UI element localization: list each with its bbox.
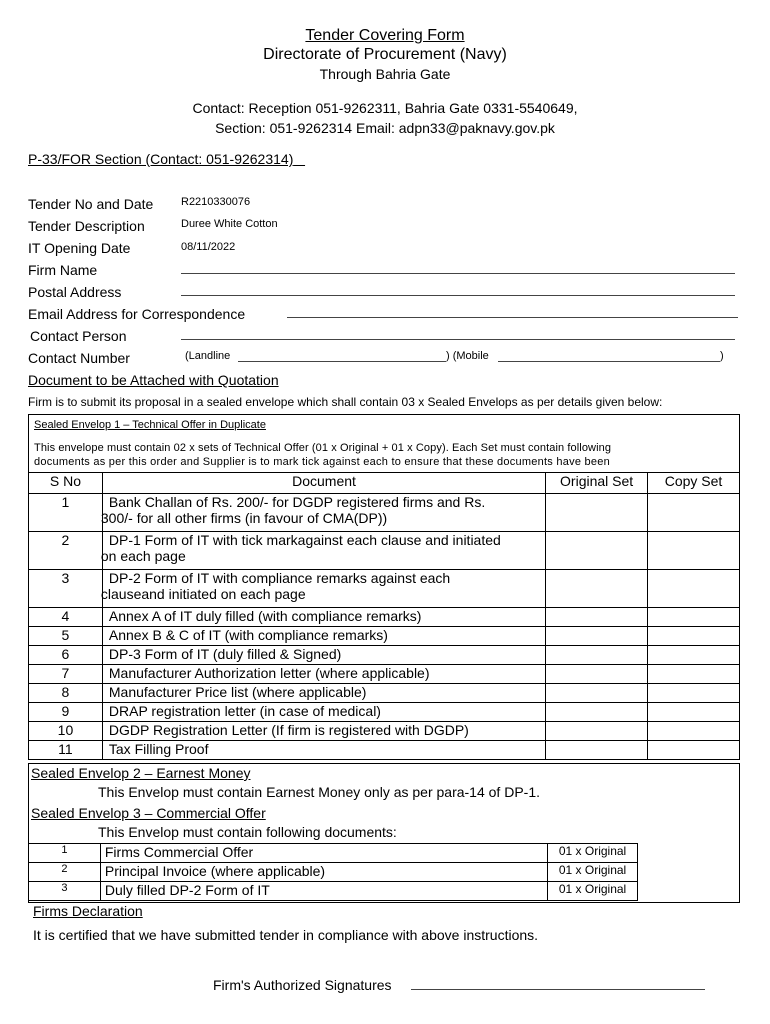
table-row xyxy=(29,646,740,665)
envelope1-title: Sealed Envelop 1 – Technical Offer in Duplicate xyxy=(34,419,266,431)
through-line: Through Bahria Gate xyxy=(319,66,451,82)
signature-field[interactable] xyxy=(411,989,705,990)
envelope3-table xyxy=(28,843,638,901)
section-line: P-33/FOR Section (Contact: 051-9262314) xyxy=(28,151,294,167)
envelope1-header-row xyxy=(29,473,740,494)
row-document: Principal Invoice (where applicable) xyxy=(100,863,547,882)
row-sn: 4 xyxy=(29,608,103,627)
row-sn: 6 xyxy=(29,646,103,665)
email-label: Email Address for Correspondence xyxy=(28,306,246,322)
envelope2-title: Sealed Envelop 2 – Earnest Money xyxy=(31,765,251,781)
tender-no-label: Tender No and Date xyxy=(28,196,154,212)
row-document: DP-1 Form of IT with tick markagainst each clause and initiated on each page xyxy=(102,532,545,570)
row-document: Annex B & C of IT (with compliance remarks) xyxy=(102,627,545,646)
tender-desc-label: Tender Description xyxy=(28,218,145,234)
row-document: Annex A of IT duly filled (with compliance remarks) xyxy=(102,608,545,627)
envelope1-desc-1: This envelope must contain 02 x sets of Technical Offer (01 x Original + 01 x Copy). Each Set must contain following xyxy=(34,442,612,454)
row-copy-check[interactable] xyxy=(648,646,740,665)
firm-name-field[interactable] xyxy=(181,273,735,274)
table-row xyxy=(29,703,740,722)
row-original-check[interactable] xyxy=(546,665,648,684)
row-qty: 01 x Original xyxy=(548,863,638,882)
postal-address-field[interactable] xyxy=(181,295,735,296)
row-sn: 9 xyxy=(29,703,103,722)
row-document: Firms Commercial Offer xyxy=(100,844,547,863)
row-original-check[interactable] xyxy=(546,532,648,570)
table-row xyxy=(29,844,638,863)
row-sn: 1 xyxy=(29,844,101,863)
row-qty: 01 x Original xyxy=(548,844,638,863)
it-opening-value: 08/11/2022 xyxy=(181,241,236,253)
row-sn: 11 xyxy=(29,741,103,760)
row-document: DP-3 Form of IT (duly filled & Signed) xyxy=(102,646,545,665)
row-copy-check[interactable] xyxy=(648,722,740,741)
col-sno: S No xyxy=(29,473,103,494)
row-document: Tax Filling Proof xyxy=(102,741,545,760)
it-opening-label: IT Opening Date xyxy=(28,240,131,256)
row-document: Manufacturer Authorization letter (where applicable) xyxy=(102,665,545,684)
table-row xyxy=(29,532,740,570)
row-document: Bank Challan of Rs. 200/- for DGDP registered firms and Rs. 300/- for all other firms (in favour of CMA(DP)) xyxy=(102,494,545,532)
envelope2-desc: This Envelop must contain Earnest Money only as per para-14 of DP-1. xyxy=(98,784,540,800)
row-original-check[interactable] xyxy=(546,494,648,532)
landline-field[interactable] xyxy=(238,361,446,362)
mobile-close-paren: ) xyxy=(720,350,724,362)
attach-intro: Firm is to submit its proposal in a sealed envelope which shall contain 03 x Sealed Envelops as per details given below: xyxy=(28,395,663,409)
row-copy-check[interactable] xyxy=(648,684,740,703)
table-row xyxy=(29,882,638,901)
row-qty: 01 x Original xyxy=(548,882,638,901)
table-row xyxy=(29,608,740,627)
table-row xyxy=(29,570,740,608)
declaration-title: Firms Declaration xyxy=(33,903,143,919)
col-document: Document xyxy=(102,473,545,494)
firm-name-label: Firm Name xyxy=(28,262,98,278)
contact-line-2: Section: 051-9262314 Email: adpn33@paknavy.gov.pk xyxy=(215,120,555,136)
row-copy-check[interactable] xyxy=(648,608,740,627)
envelope3-title: Sealed Envelop 3 – Commercial Offer xyxy=(31,805,266,821)
row-document: DGDP Registration Letter (If firm is registered with DGDP) xyxy=(102,722,545,741)
contact-number-label: Contact Number xyxy=(28,350,130,366)
row-original-check[interactable] xyxy=(546,741,648,760)
tender-no-value: R2210330076 xyxy=(181,196,251,208)
table-row xyxy=(29,722,740,741)
tender-desc-value: Duree White Cotton xyxy=(181,218,278,230)
row-document: Duly filled DP-2 Form of IT xyxy=(100,882,547,901)
envelope1-desc-2: documents as per this order and Supplier is to mark tick against each to ensure that these documents have been xyxy=(34,456,610,468)
row-sn: 5 xyxy=(29,627,103,646)
row-sn: 3 xyxy=(29,882,101,901)
row-sn: 7 xyxy=(29,665,103,684)
row-copy-check[interactable] xyxy=(648,665,740,684)
row-original-check[interactable] xyxy=(546,703,648,722)
contact-line-1: Contact: Reception 051-9262311, Bahria Gate 0331-5540649, xyxy=(192,100,578,116)
row-original-check[interactable] xyxy=(546,646,648,665)
row-copy-check[interactable] xyxy=(648,570,740,608)
row-copy-check[interactable] xyxy=(648,532,740,570)
row-copy-check[interactable] xyxy=(648,703,740,722)
row-sn: 10 xyxy=(29,722,103,741)
row-original-check[interactable] xyxy=(546,608,648,627)
email-field[interactable] xyxy=(287,317,738,318)
signature-label: Firm's Authorized Signatures xyxy=(213,977,392,993)
table-row xyxy=(29,665,740,684)
col-copy-set: Copy Set xyxy=(648,473,740,494)
row-document: DRAP registration letter (in case of medical) xyxy=(102,703,545,722)
row-document: Manufacturer Price list (where applicable) xyxy=(102,684,545,703)
row-copy-check[interactable] xyxy=(648,741,740,760)
org-name: Directorate of Procurement (Navy) xyxy=(263,46,507,63)
postal-address-label: Postal Address xyxy=(28,284,122,300)
contact-person-label: Contact Person xyxy=(30,328,127,344)
row-original-check[interactable] xyxy=(546,570,648,608)
contact-person-field[interactable] xyxy=(181,339,735,340)
table-row xyxy=(29,627,740,646)
table-row xyxy=(29,741,740,760)
table-row xyxy=(29,863,638,882)
table-row xyxy=(29,494,740,532)
mobile-label: ) (Mobile xyxy=(446,350,489,362)
row-original-check[interactable] xyxy=(546,684,648,703)
row-document: DP-2 Form of IT with compliance remarks against each clauseand initiated on each page xyxy=(102,570,545,608)
row-original-check[interactable] xyxy=(546,627,648,646)
row-sn: 2 xyxy=(29,863,101,882)
declaration-text: It is certified that we have submitted tender in compliance with above instructions. xyxy=(33,927,539,943)
row-sn: 8 xyxy=(29,684,103,703)
row-original-check[interactable] xyxy=(546,722,648,741)
envelope1-table xyxy=(28,472,740,760)
row-sn: 3 xyxy=(29,570,103,608)
envelope3-desc: This Envelop must contain following documents: xyxy=(98,824,397,840)
row-sn: 2 xyxy=(29,532,103,570)
row-copy-check[interactable] xyxy=(648,494,740,532)
row-copy-check[interactable] xyxy=(648,627,740,646)
attach-heading: Document to be Attached with Quotation xyxy=(28,372,279,388)
mobile-field[interactable] xyxy=(498,361,720,362)
table-row xyxy=(29,684,740,703)
row-sn: 1 xyxy=(29,494,103,532)
landline-label: (Landline xyxy=(185,350,231,362)
form-title: Tender Covering Form xyxy=(305,27,465,44)
col-original-set: Original Set xyxy=(546,473,648,494)
